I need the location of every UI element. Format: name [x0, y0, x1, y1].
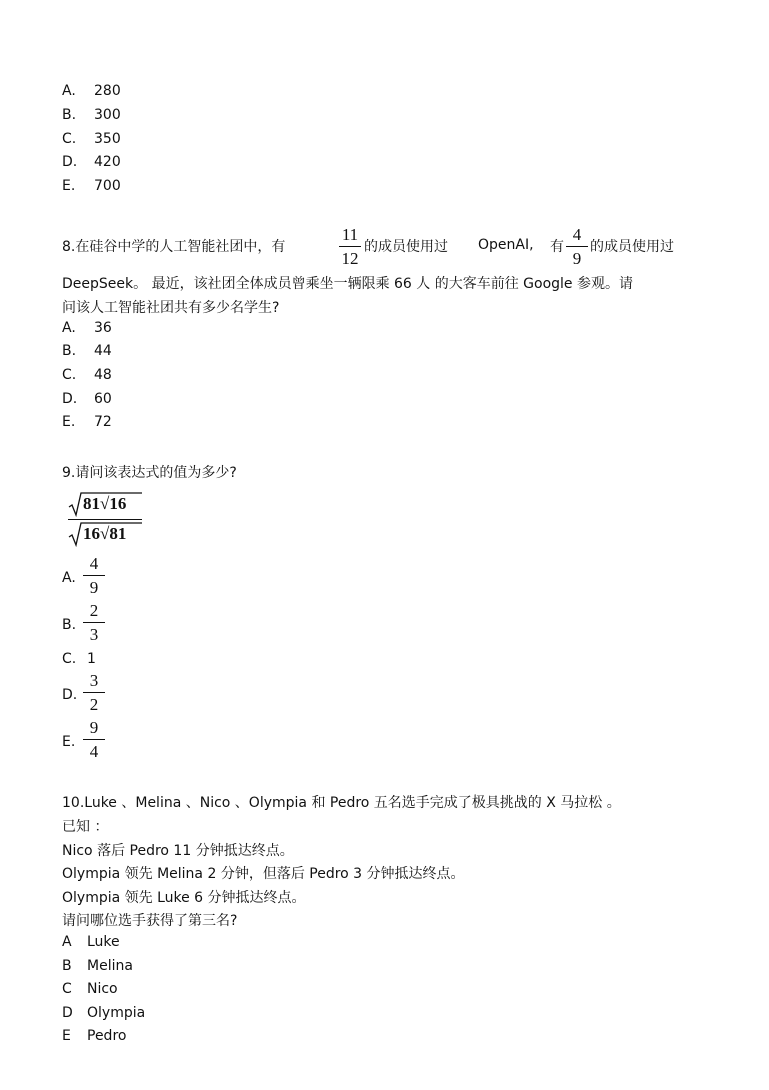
q8-fraction-11-12 — [339, 226, 361, 268]
fraction-denominator: 9 — [89, 578, 99, 597]
fraction-numerator: 2 — [89, 601, 99, 620]
expression-fraction-bar — [68, 519, 142, 520]
option-fraction — [83, 555, 105, 597]
q8-text-line3: 问该人工智能社团共有多少名学生? — [62, 300, 280, 316]
option-value: Pedro — [87, 1028, 127, 1044]
expression-denominator — [66, 521, 142, 547]
option-letter: A. — [62, 320, 76, 336]
option-value: 420 — [94, 154, 121, 170]
option-letter: E. — [62, 414, 76, 430]
q10-text-line3: Nico 落后 Pedro 11 分钟抵达终点。 — [62, 843, 294, 859]
q10-text-line6: 请问哪位选手获得了第三名? — [62, 913, 238, 929]
option-value: 300 — [94, 107, 121, 123]
fraction-bar — [566, 246, 588, 247]
fraction-denominator: 9 — [572, 249, 582, 268]
option-letter: A. — [62, 83, 76, 99]
fraction-numerator: 11 — [341, 225, 359, 244]
fraction-bar — [83, 739, 105, 740]
fraction-bar — [83, 692, 105, 693]
option-fraction — [83, 719, 105, 761]
option-letter: B — [62, 958, 72, 974]
option-letter: B. — [62, 107, 77, 123]
option-letter: D — [62, 1005, 73, 1021]
option-value: Melina — [87, 958, 133, 974]
option-value: 280 — [94, 83, 121, 99]
option-value: 350 — [94, 131, 121, 147]
option-letter: C. — [62, 651, 77, 667]
fraction-denominator: 2 — [89, 695, 99, 714]
option-value: 700 — [94, 178, 121, 194]
option-letter: E. — [62, 734, 76, 750]
option-letter: E — [62, 1028, 71, 1044]
q8-text-4: 的成员使用过 — [590, 239, 674, 255]
fraction-bar — [83, 575, 105, 576]
option-value: 72 — [94, 414, 112, 430]
q10-text-line1: 10.Luke 、Melina 、Nico 、Olympia 和 Pedro 五名选手完成了极具挑战的 X 马拉松 。 — [62, 795, 621, 811]
denominator-radicand: 16√81 — [83, 524, 127, 543]
fraction-denominator: 12 — [341, 249, 359, 268]
fraction-numerator: 4 — [89, 554, 99, 573]
fraction-denominator: 3 — [89, 625, 99, 644]
fraction-numerator: 3 — [89, 671, 99, 690]
option-value: 48 — [94, 367, 112, 383]
option-letter: D. — [62, 154, 78, 170]
option-letter: E. — [62, 178, 76, 194]
option-value: 36 — [94, 320, 112, 336]
option-letter: B. — [62, 617, 77, 633]
option-fraction — [83, 672, 105, 714]
option-value: Olympia — [87, 1005, 146, 1021]
fraction-bar — [83, 622, 105, 623]
q8-text-line2: DeepSeek。 最近，该社团全体成员曾乘坐一辆限乘 66 人 的大客车前往 Google 参观。请 — [62, 276, 633, 292]
option-value: Nico — [87, 981, 118, 997]
option-value: 1 — [87, 651, 96, 667]
q8-text-1: 8.在硅谷中学的人工智能社团中，有 — [62, 239, 286, 255]
option-value: 44 — [94, 343, 112, 359]
q10-text-line4: Olympia 领先 Melina 2 分钟，但落后 Pedro 3 分钟抵达终点。 — [62, 866, 465, 882]
fraction-numerator: 9 — [89, 718, 99, 737]
fraction-denominator: 4 — [89, 742, 99, 761]
fraction-numerator: 4 — [572, 225, 582, 244]
q10-text-line5: Olympia 领先 Luke 6 分钟抵达终点。 — [62, 890, 306, 906]
option-letter: C. — [62, 367, 77, 383]
option-letter: C. — [62, 131, 77, 147]
option-value: 60 — [94, 391, 112, 407]
option-letter: C — [62, 981, 72, 997]
q10-text-line2: 已知 ： — [62, 819, 109, 835]
q8-text-2: 的成员使用过 — [364, 239, 448, 255]
q9-expression — [66, 491, 146, 547]
q8-fraction-4-9 — [566, 226, 588, 268]
fraction-bar — [339, 246, 361, 247]
expression-numerator — [66, 491, 142, 517]
option-letter: A. — [62, 570, 76, 586]
option-letter: D. — [62, 391, 78, 407]
q8-openai: OpenAI, — [478, 237, 534, 253]
option-value: Luke — [87, 934, 120, 950]
option-fraction — [83, 602, 105, 644]
numerator-radicand: 81√16 — [83, 494, 127, 513]
q9-text: 9.请问该表达式的值为多少? — [62, 465, 237, 481]
q8-text-3: 有 — [550, 239, 564, 255]
option-letter: B. — [62, 343, 77, 359]
option-letter: A — [62, 934, 72, 950]
option-letter: D. — [62, 687, 78, 703]
